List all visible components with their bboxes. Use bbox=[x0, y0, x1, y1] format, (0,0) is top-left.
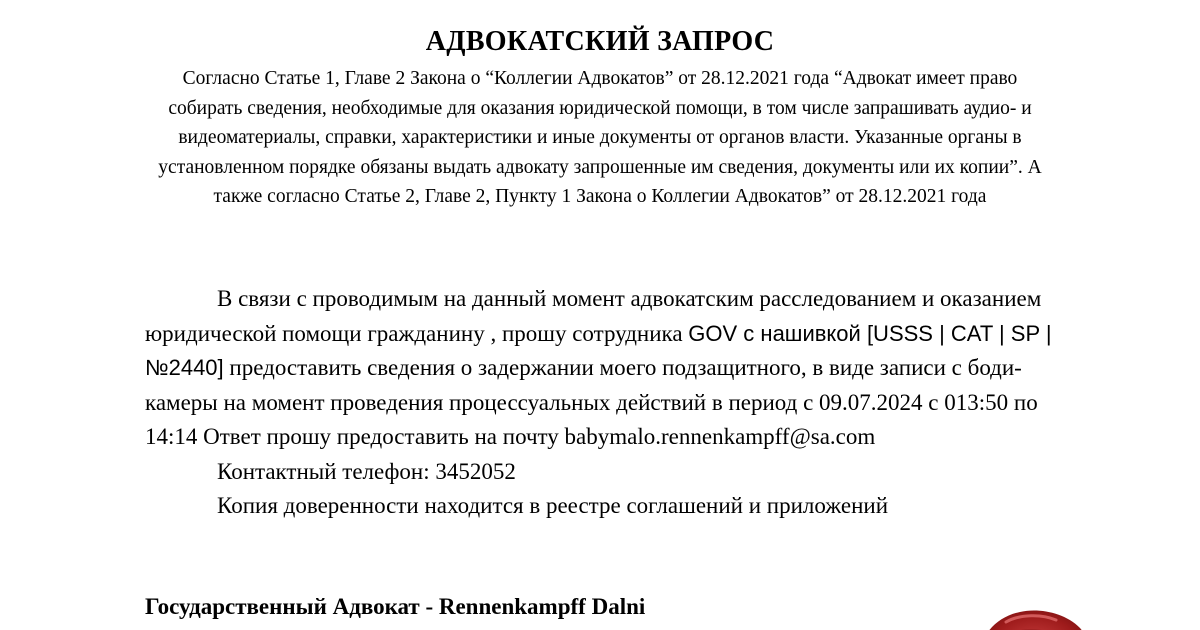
signature-line: Государственный Адвокат - Rennenkampff Dalni bbox=[145, 594, 646, 619]
officer-badge-text: GOV с нашивкой [USSS | CAT | SP | №2440] bbox=[145, 320, 1052, 380]
request-text-part-1: В связи с проводимым на данный момент адвокатским расследованием и оказанием юридической помощи гражданину , прошу сотрудника bbox=[145, 286, 1042, 346]
document-title: АДВОКАТСКИЙ ЗАПРОС bbox=[425, 26, 775, 57]
legal-preamble: Согласно Статье 1, Главе 2 Закона о “Коллегии Адвокатов” от 28.12.2021 года “Адвокат имеет право собирать сведения, необходимые для оказания юридической помощи, в том числе запрашивать аудио- и видеоматериалы, справки, характеристики и иные документы от органов власти. Указанные органы в установленном порядке обязаны выдать адвокату запрошенные им сведения, документы или их копии”. А также согласно Статье 2, Главе 2, Пункту 1 Закона о Коллегии Адвокатов” от 28.12.2021 года bbox=[158, 68, 1042, 207]
power-of-attorney-note: Копия доверенности находится в реестре соглашений и приложений bbox=[217, 493, 889, 518]
request-body bbox=[145, 282, 1075, 524]
request-paragraph bbox=[145, 282, 1075, 455]
wax-seal-icon bbox=[968, 598, 1098, 630]
contact-phone: Контактный телефон: 3452052 bbox=[217, 458, 516, 484]
request-text-part-3: предоставить сведения о задержании моего подзащитного, в виде записи с боди-камеры на момент проведения процессуальных действий в период с 09.07.2024 с 013:50 по 14:14 Ответ прошу предоставить на почту babymalo.rennenkampff@sa.com bbox=[145, 355, 1038, 449]
